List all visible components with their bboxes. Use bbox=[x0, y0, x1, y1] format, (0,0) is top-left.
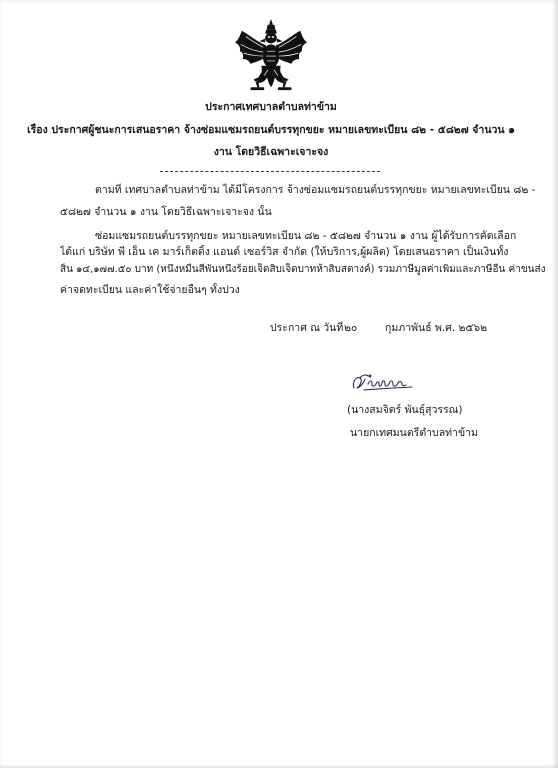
paragraph-2-line-3: สิ้น ๑๔,๑๗๗.๕๐ บาท (หนึ่งหมื่นสี่พันหนึ่งร้อยเจ็ดสิบเจ็ดบาทห้าสิบสตางค์) รวมภาษีมูลค่าเพิ่มและภาษีอื่น ค่าขนส่ง bbox=[60, 264, 545, 275]
signatory-name: (นางสมจิตร์ พันธุ์สุวรรณ) bbox=[347, 404, 463, 416]
announcement-title: ประกาศเทศบาลตำบลท่าข้าม bbox=[205, 101, 337, 113]
date-month-year: กุมภาพันธ์ พ.ศ. ๒๕๖๒ bbox=[385, 322, 487, 334]
handwritten-signature-icon bbox=[346, 370, 420, 400]
subject-line-1: เรื่อง ประกาศผู้ชนะการเสนอราคา จ้างซ่อมแซมรถยนต์บรรทุกขยะ หมายเลขทะเบียน ๘๒ - ๕๘๒๗ จำนวน ๑ bbox=[27, 124, 515, 136]
subject-line-2: งาน โดยวิธีเฉพาะเจาะจง bbox=[213, 146, 329, 158]
paragraph-1-line-2: ๕๘๒๗ จำนวน ๑ งาน โดยวิธีเฉพาะเจาะจง นั้น bbox=[60, 206, 272, 218]
date-day: ๒๐ bbox=[344, 322, 358, 334]
dashed-divider bbox=[160, 171, 380, 172]
garuda-emblem-icon bbox=[232, 18, 310, 98]
paragraph-1-line-1: ตามที่ เทศบาลตำบลท่าข้าม ได้มีโครงการ จ้างซ่อมแซมรถยนต์บรรทุกขยะ หมายเลขทะเบียน ๘๒ - bbox=[95, 184, 536, 196]
paragraph-2-line-2: ได้แก่ บริษัท พี เอ็น เค มาร์เก็ตติ้ง แอนด์ เซอร์วิส จำกัด (ให้บริการ,ผู้ผลิต) โดยเสนอราคา เป็นเงินทั้ง bbox=[60, 246, 509, 258]
paragraph-2-line-4: ค่าจดทะเบียน และค่าใช้จ่ายอื่นๆ ทั้งปวง bbox=[60, 284, 240, 296]
signatory-position: นายกเทศมนตรีตำบลท่าข้าม bbox=[350, 427, 478, 439]
date-label: ประกาศ ณ วันที่ bbox=[270, 322, 344, 334]
paragraph-2-line-1: ซ่อมแซมรถยนต์บรรทุกขยะ หมายเลขทะเบียน ๘๒ - ๕๘๒๗ จำนวน ๑ งาน ผู้ได้รับการคัดเลือก bbox=[95, 230, 517, 242]
